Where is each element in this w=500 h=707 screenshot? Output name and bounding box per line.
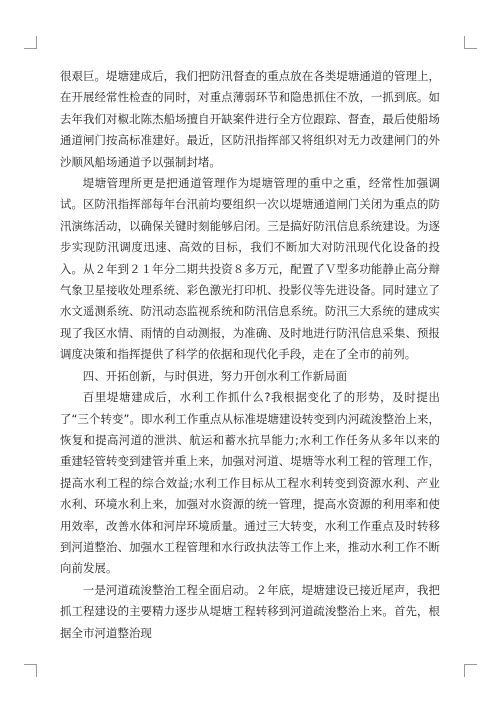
crop-mark-bottom-left: [24, 664, 37, 677]
paragraph-dike-management: 堤塘管理所更是把通道管理作为堤塘管理的重中之重，经常性加强调试。区防汛指挥部每年台汛前均要组织一次以堤塘通道闸门关闭为重点的防汛演练活动，以确保关键时刻能够启闭。三是搞好防汛信息系统建设。为逐步实现防汛调度迅速、高效的目标，我们不断加大对防汛现代化设备的投入。从２年到２１年分二期共投资８多万元，配置了Ｖ型多功能静止高分辩气象卫星接收处理系统、彩色激光打印机、投影仪等先进设备。同时建立了水文遥测系统、防汛动态监视系统和防汛信息系统。防汛三大系统的建成实现了我区水情、雨情的自动测报，为准确、及时地进行防汛信息采集、预报调度决策和指挥提供了科学的依据和现代化手段，走在了全市的前列。: [60, 176, 440, 362]
paragraph-continuation: 很艰巨。堤塘建成后，我们把防汛督查的重点放在各类堤塘通道的管理上，在开展经常性检查的同时，对重点薄弱环节和隐患抓住不放，一抓到底。如去年我们对椒北陈杰船场擅自开缺案件进行全方位跟踪、督查，最后使船场通道闸门按高标准建好。最近，区防汛指挥部又将组织对无力改建闸门的外沙顺风船场通道予以强制封堵。: [60, 69, 440, 169]
document-body: [60, 66, 440, 644]
crop-mark-bottom-right: [464, 664, 477, 677]
crop-mark-top-left: [24, 36, 37, 49]
paragraph-three-transitions: 百里堤塘建成后，水利工作抓什么?我根据变化了的形势，及时提出了“三个转变”。即水利工作重点从标准堤塘建设转变到内河疏浚整治上来，恢复和提高河道的泄洪、航运和蓄水抗旱能力;水利工作任务从多年以来的重建轻管转变到建管并重上来，加强对河道、堤塘等水利工程的管理工作，提高水利工程的综合效益;水利工作目标从工程水利转变到资源水利、产业水利、环境水利上来，加强对水资源的统一管理，提高水资源的利用率和使用效率，改善水体和河岸环境质量。通过三大转变，水利工作重点及时转移到河道整治、加强水工程管理和水行政执法等工作上来，推动水利工作不断向前发展。: [60, 390, 440, 576]
section-heading: 四、开拓创新，与时俱进，努力开创水利工作新局面: [82, 368, 348, 383]
crop-mark-top-right: [464, 36, 477, 49]
paragraph-river-dredging: 一是河道疏浚整治工程全面启动。２年底，堤塘建设已接近尾声，我把抓工程建设的主要精力逐步从堤塘工程转移到河道疏浚整治上来。首先，根据全市河道整治现: [60, 582, 440, 640]
